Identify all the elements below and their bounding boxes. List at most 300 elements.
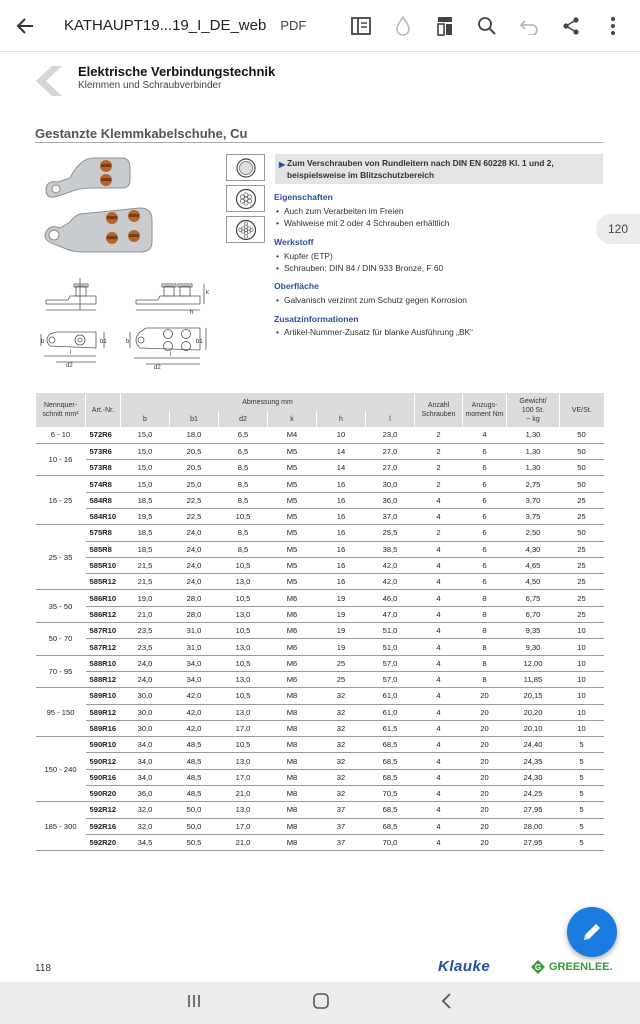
table-cell: 4 bbox=[415, 834, 463, 850]
spec-item: • Schrauben: DIN 84 / DIN 933 Bronze, F 60 bbox=[276, 263, 443, 273]
table-cell: M6 bbox=[268, 623, 317, 639]
table-cell: 14 bbox=[317, 443, 366, 459]
table-cell: 20,5 bbox=[170, 443, 219, 459]
table-cell: 10 bbox=[317, 427, 366, 443]
table-cell: 4 bbox=[415, 623, 463, 639]
table-cell: 16 bbox=[317, 492, 366, 508]
table-cell: 70,5 bbox=[366, 786, 415, 802]
table-cell: 6 bbox=[463, 574, 507, 590]
table-cell: 42,0 bbox=[366, 557, 415, 573]
table-cell: 13,0 bbox=[219, 704, 268, 720]
table-cell: 24,0 bbox=[170, 574, 219, 590]
table-cell: 5 bbox=[560, 802, 604, 818]
table-cell: 3,70 bbox=[507, 492, 560, 508]
spec-item: • Kupfer (ETP) bbox=[276, 251, 333, 261]
table-cell: 25 bbox=[560, 492, 604, 508]
spec-heading-werkstoff: Werkstoff bbox=[274, 237, 314, 247]
table-cell: 4 bbox=[415, 508, 463, 524]
drawing-label-k: k bbox=[206, 290, 209, 296]
table-cell: 32,0 bbox=[121, 802, 170, 818]
catalog-header-subtitle: Klemmen und Schraubverbinder bbox=[78, 80, 222, 91]
table-cell: 4 bbox=[415, 590, 463, 606]
table-cell: 5 bbox=[560, 753, 604, 769]
table-cell: 20,15 bbox=[507, 688, 560, 704]
table-cell: 6,5 bbox=[219, 443, 268, 459]
cross-section-cell: 95 - 150 bbox=[36, 688, 86, 737]
table-cell: 8 bbox=[463, 639, 507, 655]
table-cell: M5 bbox=[268, 492, 317, 508]
share-icon bbox=[561, 16, 581, 36]
table-row bbox=[36, 704, 604, 720]
table-cell: 16 bbox=[317, 525, 366, 541]
klauke-logo: Klauke bbox=[438, 958, 491, 975]
table-cell: 15,0 bbox=[121, 476, 170, 492]
table-cell: 10 bbox=[560, 720, 604, 736]
cross-section-cell: 10 - 16 bbox=[36, 443, 86, 476]
table-cell: 25 bbox=[560, 590, 604, 606]
drawing-label-b-2: b bbox=[126, 339, 130, 345]
pencil-icon bbox=[581, 921, 603, 943]
table-cell: 50 bbox=[560, 427, 604, 443]
table-cell: 8 bbox=[463, 623, 507, 639]
table-cell: 9,30 bbox=[507, 639, 560, 655]
cross-section-cell: 25 - 35 bbox=[36, 525, 86, 590]
table-cell: 38,5 bbox=[366, 541, 415, 557]
table-row bbox=[36, 525, 604, 541]
back-button[interactable] bbox=[0, 0, 50, 52]
table-cell: 19,0 bbox=[121, 590, 170, 606]
table-cell: 20 bbox=[463, 704, 507, 720]
table-cell: 4,30 bbox=[507, 541, 560, 557]
article-number-cell: 586R12 bbox=[86, 606, 121, 622]
table-cell: 13,0 bbox=[219, 802, 268, 818]
spec-heading-oberflaeche: Oberfläche bbox=[274, 281, 319, 291]
table-row bbox=[36, 655, 604, 671]
spec-item: • Galvanisch verzinnt zum Schutz gegen Korrosion bbox=[276, 295, 467, 305]
table-cell: 42,0 bbox=[366, 574, 415, 590]
drawing-label-l: l bbox=[70, 350, 72, 356]
table-cell: 34,0 bbox=[121, 737, 170, 753]
table-cell: 50 bbox=[560, 443, 604, 459]
table-cell: 6 bbox=[463, 541, 507, 557]
col-header-b1: b1 bbox=[170, 411, 219, 427]
undo-button[interactable] bbox=[516, 13, 542, 39]
col-header-d2: d2 bbox=[219, 411, 268, 427]
catalog-header-title: Elektrische Verbindungstechnik bbox=[78, 64, 276, 79]
table-cell: 27,95 bbox=[507, 802, 560, 818]
table-cell: 23,5 bbox=[121, 623, 170, 639]
table-cell: 21,0 bbox=[219, 834, 268, 850]
more-options-button[interactable] bbox=[600, 13, 626, 39]
table-cell: 4 bbox=[415, 639, 463, 655]
table-cell: 68,5 bbox=[366, 737, 415, 753]
table-cell: 20 bbox=[463, 688, 507, 704]
table-cell: 19 bbox=[317, 590, 366, 606]
col-header-b: b bbox=[121, 411, 170, 427]
col-header-h: h bbox=[317, 411, 366, 427]
table-cell: 32 bbox=[317, 769, 366, 785]
table-row bbox=[36, 557, 604, 573]
table-row bbox=[36, 818, 604, 834]
fine-stranded-conductor-icon bbox=[235, 219, 257, 241]
home-button[interactable] bbox=[312, 992, 330, 1015]
table-cell: 20 bbox=[463, 737, 507, 753]
nav-back-button[interactable] bbox=[440, 992, 454, 1015]
table-cell: 19 bbox=[317, 606, 366, 622]
product-table bbox=[35, 393, 604, 851]
footer-page-number: 118 bbox=[35, 963, 51, 974]
table-cell: 4 bbox=[415, 688, 463, 704]
table-cell: M8 bbox=[268, 818, 317, 834]
drawing-label-b: b bbox=[41, 339, 45, 345]
table-cell: 19 bbox=[317, 639, 366, 655]
table-cell: 37 bbox=[317, 834, 366, 850]
table-cell: 32,0 bbox=[121, 818, 170, 834]
table-cell: 16 bbox=[317, 557, 366, 573]
table-cell: 6 bbox=[463, 525, 507, 541]
greenlee-logo bbox=[530, 959, 613, 975]
table-cell: 18,5 bbox=[121, 541, 170, 557]
table-cell: 50,5 bbox=[170, 834, 219, 850]
table-cell: 8,5 bbox=[219, 492, 268, 508]
table-cell: 24,0 bbox=[170, 557, 219, 573]
table-cell: 57,0 bbox=[366, 655, 415, 671]
table-cell: 4 bbox=[415, 737, 463, 753]
table-cell: 4 bbox=[415, 574, 463, 590]
table-cell: 32 bbox=[317, 737, 366, 753]
table-cell: M5 bbox=[268, 525, 317, 541]
table-cell: 32 bbox=[317, 688, 366, 704]
system-nav-bar bbox=[0, 982, 640, 1024]
table-cell: 15,0 bbox=[121, 443, 170, 459]
table-cell: 24,0 bbox=[170, 541, 219, 557]
table-cell: 24,0 bbox=[170, 525, 219, 541]
table-cell: 27,0 bbox=[366, 460, 415, 476]
table-row bbox=[36, 574, 604, 590]
table-cell: 4,65 bbox=[507, 557, 560, 573]
table-cell: 18,0 bbox=[170, 427, 219, 443]
callout-line-1: Zum Verschrauben von Rundleitern nach DIN EN 60228 Kl. 1 und 2, bbox=[287, 158, 554, 168]
table-cell: 20 bbox=[463, 834, 507, 850]
table-cell: 19,5 bbox=[121, 508, 170, 524]
table-cell: 14 bbox=[317, 460, 366, 476]
table-cell: 22,5 bbox=[170, 508, 219, 524]
col-header-anzahl: Anzahl Schrauben bbox=[415, 393, 463, 427]
table-cell: 13,0 bbox=[219, 574, 268, 590]
article-number-cell: 574R8 bbox=[86, 476, 121, 492]
table-cell: 4 bbox=[415, 492, 463, 508]
table-cell: 4 bbox=[415, 802, 463, 818]
drawing-label-d2: d2 bbox=[66, 363, 73, 369]
table-cell: 48,5 bbox=[170, 786, 219, 802]
table-cell: 68,5 bbox=[366, 818, 415, 834]
article-number-cell: 573R6 bbox=[86, 443, 121, 459]
table-cell: 8 bbox=[463, 671, 507, 687]
table-cell: 27,95 bbox=[507, 834, 560, 850]
table-cell: M5 bbox=[268, 541, 317, 557]
table-cell: M8 bbox=[268, 688, 317, 704]
table-cell: 6 bbox=[463, 557, 507, 573]
article-number-cell: 590R16 bbox=[86, 769, 121, 785]
table-cell: 30,0 bbox=[366, 476, 415, 492]
table-cell: 6,75 bbox=[507, 590, 560, 606]
table-cell: 25,0 bbox=[170, 476, 219, 492]
table-row bbox=[36, 671, 604, 687]
table-cell: 30,0 bbox=[121, 720, 170, 736]
table-cell: 34,0 bbox=[170, 655, 219, 671]
usage-callout bbox=[275, 154, 603, 184]
table-cell: 34,0 bbox=[121, 769, 170, 785]
table-cell: 19 bbox=[317, 623, 366, 639]
table-row bbox=[36, 834, 604, 850]
search-button[interactable] bbox=[474, 13, 500, 39]
table-cell: 2,50 bbox=[507, 525, 560, 541]
callout-line-2: beispielsweise im Blitzschutzbereich bbox=[287, 170, 435, 180]
table-row bbox=[36, 508, 604, 524]
col-header-gewicht: Gewicht/ 100 St. ~ kg bbox=[507, 393, 560, 427]
table-cell: 50,0 bbox=[170, 802, 219, 818]
table-row bbox=[36, 443, 604, 459]
table-cell: 1,30 bbox=[507, 460, 560, 476]
fine-stranded-icon-box bbox=[226, 216, 265, 243]
table-cell: 2 bbox=[415, 476, 463, 492]
table-cell: 36,0 bbox=[366, 492, 415, 508]
col-header-ve: VE/St. bbox=[560, 393, 604, 427]
article-number-cell: 588R10 bbox=[86, 655, 121, 671]
table-row bbox=[36, 769, 604, 785]
table-row bbox=[36, 606, 604, 622]
table-cell: 16 bbox=[317, 574, 366, 590]
table-cell: 8 bbox=[463, 606, 507, 622]
table-cell: 2 bbox=[415, 525, 463, 541]
more-vert-icon bbox=[610, 16, 616, 36]
table-cell: 10 bbox=[560, 671, 604, 687]
table-cell: 4 bbox=[415, 655, 463, 671]
table-cell: 10,5 bbox=[219, 688, 268, 704]
reader-mode-icon bbox=[351, 17, 371, 35]
table-cell: 25 bbox=[317, 655, 366, 671]
undo-icon bbox=[519, 17, 539, 35]
table-cell: M8 bbox=[268, 802, 317, 818]
article-number-cell: 585R12 bbox=[86, 574, 121, 590]
recents-icon bbox=[186, 993, 202, 1009]
table-cell: M8 bbox=[268, 704, 317, 720]
table-cell: 32 bbox=[317, 720, 366, 736]
table-cell: 61,5 bbox=[366, 720, 415, 736]
table-cell: 17,0 bbox=[219, 818, 268, 834]
table-cell: 70,0 bbox=[366, 834, 415, 850]
table-cell: 4 bbox=[415, 541, 463, 557]
table-cell: 37 bbox=[317, 818, 366, 834]
table-cell: 3,75 bbox=[507, 508, 560, 524]
col-header-k: k bbox=[268, 411, 317, 427]
col-header-querschnitt: Nennquer- schnitt mm² bbox=[36, 393, 86, 427]
table-cell: 8,5 bbox=[219, 460, 268, 476]
table-cell: 24,30 bbox=[507, 769, 560, 785]
ink-drop-button[interactable] bbox=[390, 13, 416, 39]
table-body bbox=[36, 427, 604, 851]
table-cell: 50 bbox=[560, 525, 604, 541]
table-cell: 5 bbox=[560, 786, 604, 802]
table-cell: 46,0 bbox=[366, 590, 415, 606]
table-cell: 11,85 bbox=[507, 671, 560, 687]
pdf-page bbox=[0, 52, 640, 982]
table-cell: 48,5 bbox=[170, 769, 219, 785]
table-cell: 42,0 bbox=[170, 720, 219, 736]
table-cell: 18,5 bbox=[121, 525, 170, 541]
table-cell: 8,5 bbox=[219, 525, 268, 541]
spec-heading-eigenschaften: Eigenschaften bbox=[274, 192, 333, 202]
cross-section-cell: 35 - 50 bbox=[36, 590, 86, 623]
table-cell: M6 bbox=[268, 639, 317, 655]
header-chevron-icon bbox=[32, 64, 66, 98]
table-cell: 5 bbox=[560, 737, 604, 753]
edit-fab-button[interactable] bbox=[567, 907, 617, 957]
table-cell: 10,5 bbox=[219, 557, 268, 573]
table-cell: 6 bbox=[463, 492, 507, 508]
greenlee-logo-text: GREENLEE. bbox=[549, 961, 613, 973]
spec-item: • Auch zum Verarbeiten im Freien bbox=[276, 206, 404, 216]
table-cell: 4 bbox=[415, 557, 463, 573]
spec-item: • Artikel-Nummer-Zusatz für blanke Ausführung „BK“ bbox=[276, 327, 473, 337]
article-number-cell: 590R10 bbox=[86, 737, 121, 753]
table-header-row bbox=[36, 393, 604, 411]
table-cell: 68,5 bbox=[366, 802, 415, 818]
table-cell: 6 bbox=[463, 508, 507, 524]
table-cell: 24,25 bbox=[507, 786, 560, 802]
article-number-cell: 586R10 bbox=[86, 590, 121, 606]
table-cell: 13,0 bbox=[219, 671, 268, 687]
table-cell: 68,5 bbox=[366, 769, 415, 785]
table-cell: 4 bbox=[415, 818, 463, 834]
article-number-cell: 585R10 bbox=[86, 557, 121, 573]
table-cell: 37 bbox=[317, 802, 366, 818]
table-cell: M5 bbox=[268, 574, 317, 590]
share-button[interactable] bbox=[558, 13, 584, 39]
drawing-label-b1: b1 bbox=[100, 339, 107, 345]
drawing-label-h: h bbox=[190, 310, 194, 316]
technical-drawing bbox=[40, 274, 210, 374]
table-cell: 4 bbox=[415, 753, 463, 769]
table-cell: 23,5 bbox=[121, 639, 170, 655]
article-number-cell: 573R8 bbox=[86, 460, 121, 476]
table-cell: 4 bbox=[415, 720, 463, 736]
table-cell: 25 bbox=[560, 557, 604, 573]
table-cell: 20 bbox=[463, 802, 507, 818]
table-row bbox=[36, 492, 604, 508]
table-cell: 17,0 bbox=[219, 769, 268, 785]
table-cell: 4 bbox=[415, 769, 463, 785]
greenlee-g-icon bbox=[530, 959, 546, 975]
cross-section-cell: 150 - 240 bbox=[36, 737, 86, 802]
table-cell: 21,5 bbox=[121, 574, 170, 590]
table-cell: M4 bbox=[268, 427, 317, 443]
table-cell: 31,0 bbox=[170, 623, 219, 639]
table-cell: 20 bbox=[463, 769, 507, 785]
cross-section-cell: 185 - 300 bbox=[36, 802, 86, 851]
table-cell: 21,0 bbox=[219, 786, 268, 802]
svg-text:G: G bbox=[534, 963, 542, 972]
article-number-cell: 590R12 bbox=[86, 753, 121, 769]
cross-section-cell: 6 - 10 bbox=[36, 427, 86, 443]
table-cell: 9,35 bbox=[507, 623, 560, 639]
article-number-cell: 592R12 bbox=[86, 802, 121, 818]
table-cell: 34,0 bbox=[121, 753, 170, 769]
table-cell: 10 bbox=[560, 639, 604, 655]
table-cell: 8,5 bbox=[219, 541, 268, 557]
table-row bbox=[36, 590, 604, 606]
table-cell: 20 bbox=[463, 818, 507, 834]
table-cell: 12,00 bbox=[507, 655, 560, 671]
table-row bbox=[36, 460, 604, 476]
table-cell: 28,00 bbox=[507, 818, 560, 834]
spec-heading-zusatz: Zusatzinformationen bbox=[274, 314, 359, 324]
table-cell: 16 bbox=[317, 476, 366, 492]
table-cell: 25 bbox=[560, 574, 604, 590]
table-cell: 4 bbox=[415, 671, 463, 687]
table-row bbox=[36, 427, 604, 443]
table-cell: 4 bbox=[415, 786, 463, 802]
table-cell: 50 bbox=[560, 476, 604, 492]
table-cell: 10,5 bbox=[219, 508, 268, 524]
table-cell: 28,0 bbox=[170, 606, 219, 622]
table-cell: 6 bbox=[463, 443, 507, 459]
recents-button[interactable] bbox=[186, 993, 202, 1014]
page-layout-button[interactable] bbox=[432, 13, 458, 39]
drawing-label-b1-2: b1 bbox=[196, 339, 203, 345]
table-cell: 20,5 bbox=[170, 460, 219, 476]
article-number-cell: 589R16 bbox=[86, 720, 121, 736]
table-cell: M5 bbox=[268, 508, 317, 524]
reader-mode-button[interactable] bbox=[348, 13, 374, 39]
table-cell: 10 bbox=[560, 704, 604, 720]
table-row bbox=[36, 476, 604, 492]
table-cell: 10,5 bbox=[219, 623, 268, 639]
table-cell: 5 bbox=[560, 818, 604, 834]
table-cell: M8 bbox=[268, 737, 317, 753]
section-divider bbox=[35, 142, 603, 143]
table-cell: 5 bbox=[560, 769, 604, 785]
table-cell: 37,0 bbox=[366, 508, 415, 524]
article-number-cell: 587R12 bbox=[86, 639, 121, 655]
table-cell: 23,0 bbox=[366, 427, 415, 443]
solid-conductor-icon bbox=[235, 157, 257, 179]
stranded-conductor-icon-box bbox=[226, 185, 265, 212]
cross-section-cell: 16 - 25 bbox=[36, 476, 86, 525]
table-cell: 42,0 bbox=[170, 688, 219, 704]
back-arrow-icon bbox=[15, 16, 35, 36]
col-header-l: l bbox=[366, 411, 415, 427]
table-cell: 2 bbox=[415, 427, 463, 443]
cross-section-cell: 70 - 95 bbox=[36, 655, 86, 688]
table-cell: 25,5 bbox=[366, 525, 415, 541]
col-header-abmessung: Abmessung mm bbox=[121, 393, 415, 411]
table-cell: 31,0 bbox=[170, 639, 219, 655]
table-cell: 30,0 bbox=[121, 688, 170, 704]
table-cell: 34,0 bbox=[170, 671, 219, 687]
table-cell: M5 bbox=[268, 476, 317, 492]
article-number-cell: 592R16 bbox=[86, 818, 121, 834]
col-header-anzugsmoment: Anzugs- moment Nm bbox=[463, 393, 507, 427]
table-row bbox=[36, 639, 604, 655]
page-indicator-badge: 120 bbox=[596, 214, 640, 244]
table-cell: 6,5 bbox=[219, 427, 268, 443]
article-number-cell: 584R8 bbox=[86, 492, 121, 508]
table-cell: 42,0 bbox=[170, 704, 219, 720]
table-cell: M5 bbox=[268, 443, 317, 459]
table-cell: M8 bbox=[268, 769, 317, 785]
table-row bbox=[36, 688, 604, 704]
